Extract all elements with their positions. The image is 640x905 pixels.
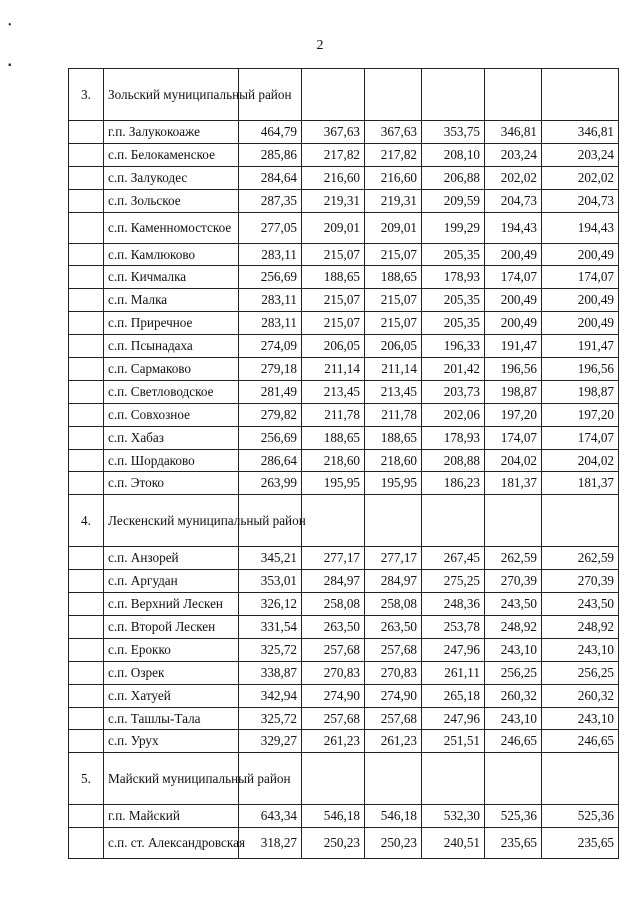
value-cell: 197,20	[542, 403, 619, 426]
value-cell: 198,87	[485, 380, 542, 403]
value-cell: 256,69	[239, 266, 302, 289]
settlement-name: с.п. Озрек	[104, 661, 239, 684]
value-cell: 202,02	[485, 166, 542, 189]
value-cell: 215,07	[302, 243, 365, 266]
value-cell	[365, 69, 422, 121]
row-number	[69, 266, 104, 289]
value-cell: 216,60	[365, 166, 422, 189]
value-cell: 188,65	[365, 426, 422, 449]
row-number	[69, 312, 104, 335]
table-row	[69, 189, 619, 212]
row-number	[69, 547, 104, 570]
value-cell: 325,72	[239, 707, 302, 730]
value-cell: 206,88	[422, 166, 485, 189]
value-cell: 174,07	[485, 426, 542, 449]
row-number	[69, 730, 104, 753]
value-cell: 211,14	[302, 358, 365, 381]
value-cell: 248,92	[485, 616, 542, 639]
table-row	[69, 426, 619, 449]
row-number	[69, 166, 104, 189]
value-cell	[542, 753, 619, 805]
value-cell	[302, 753, 365, 805]
table-row	[69, 616, 619, 639]
value-cell: 211,78	[302, 403, 365, 426]
row-number	[69, 593, 104, 616]
value-cell: 257,68	[365, 638, 422, 661]
value-cell: 200,49	[485, 289, 542, 312]
table-row	[69, 828, 619, 859]
value-cell: 274,09	[239, 335, 302, 358]
value-cell: 270,83	[302, 661, 365, 684]
value-cell: 203,73	[422, 380, 485, 403]
settlement-name: с.п. Шордаково	[104, 449, 239, 472]
table-row	[69, 547, 619, 570]
value-cell: 204,73	[485, 189, 542, 212]
row-number	[69, 243, 104, 266]
table-row	[69, 312, 619, 335]
value-cell: 188,65	[302, 426, 365, 449]
value-cell: 261,23	[302, 730, 365, 753]
value-cell: 257,68	[302, 638, 365, 661]
value-cell: 213,45	[365, 380, 422, 403]
value-cell: 257,68	[302, 707, 365, 730]
value-cell: 217,82	[365, 143, 422, 166]
value-cell: 219,31	[302, 189, 365, 212]
value-cell: 198,87	[542, 380, 619, 403]
value-cell	[485, 753, 542, 805]
table-row	[69, 243, 619, 266]
value-cell	[422, 753, 485, 805]
value-cell: 277,17	[365, 547, 422, 570]
settlement-name: с.п. Приречное	[104, 312, 239, 335]
value-cell: 261,11	[422, 661, 485, 684]
settlement-name: с.п. Совхозное	[104, 403, 239, 426]
value-cell: 216,60	[302, 166, 365, 189]
row-number	[69, 358, 104, 381]
district-name: Зольский муниципальный район	[104, 69, 239, 121]
row-number	[69, 638, 104, 661]
settlement-name: с.п. Кичмалка	[104, 266, 239, 289]
value-cell: 257,68	[365, 707, 422, 730]
value-cell: 209,59	[422, 189, 485, 212]
table-row	[69, 661, 619, 684]
value-cell: 203,24	[542, 143, 619, 166]
settlement-name: с.п. Ташлы-Тала	[104, 707, 239, 730]
value-cell: 200,49	[485, 312, 542, 335]
settlement-name: с.п. Светловодское	[104, 380, 239, 403]
settlement-name: с.п. Каменномостское	[104, 212, 239, 243]
value-cell: 248,36	[422, 593, 485, 616]
table-row	[69, 143, 619, 166]
value-cell: 204,02	[542, 449, 619, 472]
value-cell: 353,75	[422, 121, 485, 144]
row-number	[69, 189, 104, 212]
page-number: 2	[316, 38, 324, 53]
table-row	[69, 593, 619, 616]
value-cell: 215,07	[302, 312, 365, 335]
row-number	[69, 472, 104, 495]
table-row	[69, 449, 619, 472]
value-cell: 346,81	[485, 121, 542, 144]
settlement-name: с.п. Верхний Лескен	[104, 593, 239, 616]
settlement-name: с.п. Псынадаха	[104, 335, 239, 358]
table-body	[69, 69, 619, 859]
value-cell: 532,30	[422, 805, 485, 828]
district-row	[69, 753, 619, 805]
value-cell	[542, 69, 619, 121]
value-cell: 250,23	[365, 828, 422, 859]
value-cell	[302, 69, 365, 121]
value-cell: 260,32	[485, 684, 542, 707]
district-row	[69, 495, 619, 547]
table-row	[69, 707, 619, 730]
value-cell: 188,65	[365, 266, 422, 289]
value-cell: 205,35	[422, 312, 485, 335]
value-cell: 262,59	[485, 547, 542, 570]
value-cell: 270,83	[365, 661, 422, 684]
value-cell: 200,49	[542, 312, 619, 335]
value-cell: 286,64	[239, 449, 302, 472]
settlement-name: с.п. Хабаз	[104, 426, 239, 449]
settlement-name: с.п. Сармаково	[104, 358, 239, 381]
value-cell: 181,37	[485, 472, 542, 495]
value-cell: 251,51	[422, 730, 485, 753]
margin-mark: ▪	[8, 60, 12, 71]
settlement-name: с.п. Аргудан	[104, 570, 239, 593]
value-cell: 258,08	[365, 593, 422, 616]
row-number	[69, 449, 104, 472]
value-cell: 195,95	[365, 472, 422, 495]
value-cell: 525,36	[542, 805, 619, 828]
value-cell: 279,82	[239, 403, 302, 426]
value-cell: 270,39	[542, 570, 619, 593]
row-number	[69, 143, 104, 166]
table-row	[69, 166, 619, 189]
value-cell: 200,49	[485, 243, 542, 266]
value-cell: 345,21	[239, 547, 302, 570]
row-number	[69, 570, 104, 593]
value-cell: 204,02	[485, 449, 542, 472]
value-cell: 194,43	[485, 212, 542, 243]
table-row	[69, 289, 619, 312]
row-number	[69, 289, 104, 312]
value-cell: 218,60	[365, 449, 422, 472]
value-cell	[485, 69, 542, 121]
value-cell: 178,93	[422, 266, 485, 289]
value-cell: 367,63	[365, 121, 422, 144]
value-cell: 287,35	[239, 189, 302, 212]
table-row	[69, 358, 619, 381]
value-cell: 243,10	[542, 638, 619, 661]
value-cell: 274,90	[365, 684, 422, 707]
value-cell: 200,49	[542, 243, 619, 266]
value-cell: 174,07	[542, 266, 619, 289]
value-cell: 267,45	[422, 547, 485, 570]
value-cell: 215,07	[365, 243, 422, 266]
value-cell: 346,81	[542, 121, 619, 144]
value-cell: 209,01	[302, 212, 365, 243]
value-cell: 205,35	[422, 243, 485, 266]
row-number	[69, 805, 104, 828]
value-cell	[365, 753, 422, 805]
district-row	[69, 69, 619, 121]
value-cell: 283,11	[239, 312, 302, 335]
value-cell: 215,07	[302, 289, 365, 312]
value-cell: 181,37	[542, 472, 619, 495]
table-row	[69, 380, 619, 403]
table-row	[69, 403, 619, 426]
value-cell: 275,25	[422, 570, 485, 593]
value-cell: 235,65	[485, 828, 542, 859]
value-cell: 215,07	[365, 312, 422, 335]
value-cell: 281,49	[239, 380, 302, 403]
table-row	[69, 684, 619, 707]
value-cell: 201,42	[422, 358, 485, 381]
settlement-name: с.п. Урух	[104, 730, 239, 753]
district-name: Майский муниципальный район	[104, 753, 239, 805]
value-cell: 263,50	[365, 616, 422, 639]
value-cell: 329,27	[239, 730, 302, 753]
value-cell: 243,10	[485, 707, 542, 730]
value-cell: 196,56	[542, 358, 619, 381]
value-cell: 208,10	[422, 143, 485, 166]
value-cell: 284,97	[365, 570, 422, 593]
value-cell: 258,08	[302, 593, 365, 616]
value-cell: 219,31	[365, 189, 422, 212]
value-cell: 318,27	[239, 828, 302, 859]
value-cell: 247,96	[422, 707, 485, 730]
settlement-name: с.п. Белокаменское	[104, 143, 239, 166]
value-cell: 248,92	[542, 616, 619, 639]
value-cell: 186,23	[422, 472, 485, 495]
settlement-name: г.п. Майский	[104, 805, 239, 828]
value-cell: 283,11	[239, 243, 302, 266]
value-cell: 546,18	[302, 805, 365, 828]
value-cell: 263,50	[302, 616, 365, 639]
table-row	[69, 472, 619, 495]
value-cell: 353,01	[239, 570, 302, 593]
value-cell: 209,01	[365, 212, 422, 243]
table-row	[69, 335, 619, 358]
value-cell: 202,06	[422, 403, 485, 426]
row-number	[69, 684, 104, 707]
value-cell: 284,97	[302, 570, 365, 593]
value-cell: 195,95	[302, 472, 365, 495]
value-cell: 196,33	[422, 335, 485, 358]
table-row	[69, 212, 619, 243]
value-cell	[542, 495, 619, 547]
value-cell	[422, 495, 485, 547]
value-cell: 260,32	[542, 684, 619, 707]
value-cell: 265,18	[422, 684, 485, 707]
value-cell	[365, 495, 422, 547]
settlement-name: с.п. Этоко	[104, 472, 239, 495]
settlement-name: с.п. Второй Лескен	[104, 616, 239, 639]
value-cell: 285,86	[239, 143, 302, 166]
value-cell: 338,87	[239, 661, 302, 684]
row-number	[69, 380, 104, 403]
row-number	[69, 121, 104, 144]
value-cell: 274,90	[302, 684, 365, 707]
row-number	[69, 616, 104, 639]
row-number	[69, 426, 104, 449]
row-number	[69, 661, 104, 684]
value-cell: 203,24	[485, 143, 542, 166]
value-cell: 256,25	[542, 661, 619, 684]
value-cell: 202,02	[542, 166, 619, 189]
value-cell: 243,50	[485, 593, 542, 616]
value-cell: 213,45	[302, 380, 365, 403]
value-cell: 263,99	[239, 472, 302, 495]
value-cell: 250,23	[302, 828, 365, 859]
value-cell: 279,18	[239, 358, 302, 381]
value-cell: 235,65	[542, 828, 619, 859]
value-cell: 243,10	[542, 707, 619, 730]
row-number	[69, 212, 104, 243]
settlement-name: с.п. Хатуей	[104, 684, 239, 707]
value-cell: 194,43	[542, 212, 619, 243]
value-cell: 178,93	[422, 426, 485, 449]
value-cell: 205,35	[422, 289, 485, 312]
value-cell: 240,51	[422, 828, 485, 859]
district-name: Лескенский муниципальный район	[104, 495, 239, 547]
value-cell: 211,14	[365, 358, 422, 381]
value-cell: 246,65	[485, 730, 542, 753]
row-number	[69, 707, 104, 730]
value-cell: 206,05	[365, 335, 422, 358]
value-cell: 262,59	[542, 547, 619, 570]
settlement-name: с.п. Залукодес	[104, 166, 239, 189]
value-cell: 191,47	[485, 335, 542, 358]
value-cell: 261,23	[365, 730, 422, 753]
row-number: 3.	[69, 69, 104, 121]
value-cell	[422, 69, 485, 121]
value-cell: 270,39	[485, 570, 542, 593]
value-cell: 342,94	[239, 684, 302, 707]
value-cell: 256,25	[485, 661, 542, 684]
row-number: 5.	[69, 753, 104, 805]
value-cell: 174,07	[542, 426, 619, 449]
value-cell: 197,20	[485, 403, 542, 426]
value-cell: 325,72	[239, 638, 302, 661]
value-cell: 191,47	[542, 335, 619, 358]
value-cell: 174,07	[485, 266, 542, 289]
value-cell: 243,50	[542, 593, 619, 616]
value-cell: 277,17	[302, 547, 365, 570]
margin-mark: •	[8, 20, 12, 31]
settlement-name: с.п. Зольское	[104, 189, 239, 212]
value-cell: 464,79	[239, 121, 302, 144]
value-cell: 208,88	[422, 449, 485, 472]
value-cell: 256,69	[239, 426, 302, 449]
value-cell: 206,05	[302, 335, 365, 358]
value-cell: 218,60	[302, 449, 365, 472]
row-number	[69, 828, 104, 859]
row-number: 4.	[69, 495, 104, 547]
value-cell: 196,56	[485, 358, 542, 381]
value-cell: 643,34	[239, 805, 302, 828]
table-row	[69, 266, 619, 289]
row-number	[69, 335, 104, 358]
value-cell: 525,36	[485, 805, 542, 828]
value-cell: 215,07	[365, 289, 422, 312]
value-cell	[302, 495, 365, 547]
value-cell: 188,65	[302, 266, 365, 289]
value-cell: 246,65	[542, 730, 619, 753]
value-cell: 243,10	[485, 638, 542, 661]
value-cell: 200,49	[542, 289, 619, 312]
settlement-name: с.п. Анзорей	[104, 547, 239, 570]
table-row	[69, 121, 619, 144]
value-cell: 217,82	[302, 143, 365, 166]
tariff-table	[68, 68, 619, 859]
settlement-name: г.п. Залукокоаже	[104, 121, 239, 144]
value-cell: 247,96	[422, 638, 485, 661]
table-row	[69, 570, 619, 593]
value-cell: 253,78	[422, 616, 485, 639]
value-cell: 326,12	[239, 593, 302, 616]
value-cell: 546,18	[365, 805, 422, 828]
value-cell: 331,54	[239, 616, 302, 639]
settlement-name: с.п. Камлюково	[104, 243, 239, 266]
settlement-name: с.п. Малка	[104, 289, 239, 312]
value-cell: 211,78	[365, 403, 422, 426]
row-number	[69, 403, 104, 426]
settlement-name: с.п. Ерокко	[104, 638, 239, 661]
value-cell: 277,05	[239, 212, 302, 243]
value-cell: 204,73	[542, 189, 619, 212]
value-cell: 367,63	[302, 121, 365, 144]
settlement-name: с.п. ст. Александровская	[104, 828, 239, 859]
table-row	[69, 638, 619, 661]
value-cell: 284,64	[239, 166, 302, 189]
value-cell: 199,29	[422, 212, 485, 243]
table-row	[69, 805, 619, 828]
value-cell: 283,11	[239, 289, 302, 312]
table-row	[69, 730, 619, 753]
value-cell	[485, 495, 542, 547]
